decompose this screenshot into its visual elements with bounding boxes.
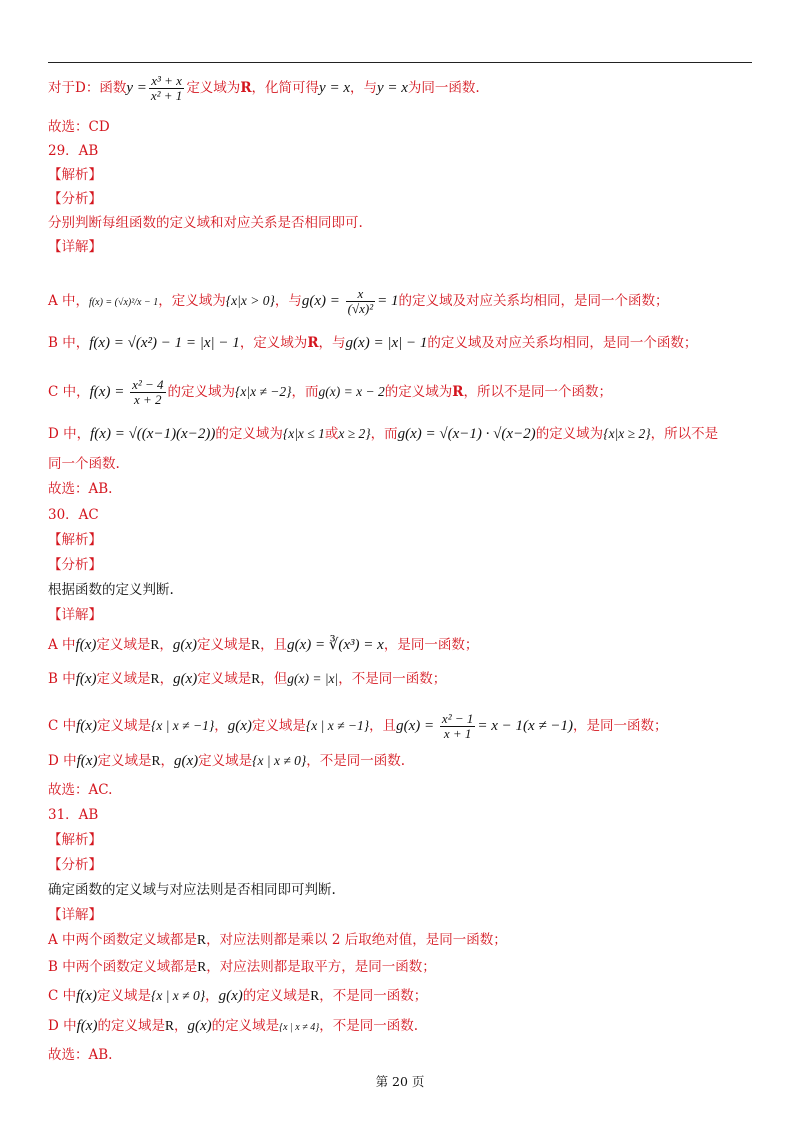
fenxi-label: 【分析】 [48,191,102,207]
q30-a-line: A 中f(x)定义域是R，g(x)定义域是R，且g(x) = ∛(x³) = x，是同一函数； [48,637,479,653]
text: 为同一函数. [407,80,480,96]
answer-30: 故选：AC. [48,782,113,798]
math-R: R [240,80,252,96]
question-29-title: 29．AB [48,143,99,159]
xiangjie-label-30: 【详解】 [48,607,102,623]
q31-a-line: A 中两个函数定义域都是R，对应法则都是乘以 2 后取绝对值，是同一函数； [48,932,507,948]
q30-c-line: C 中f(x)定义域是{x | x ≠ −1}，g(x)定义域是{x | x ≠ −1}，且g(x) = $\frac{\text{x² − 1}}{x + 1}$ = x − 1(x ≠ −1)，是同一函数； [48,711,668,741]
jiexi-label-30: 【解析】 [48,532,102,548]
q29-d-line2: 同一个函数. [48,456,120,472]
q29-a-line: A 中，f(x) = (√x)²/x − 1，定义域为{x|x > 0}，与g(x) = $\frac{x}{\text{(√x)²}}$ = 1的定义域及对应关系均相同，是同一个函数； [48,286,669,316]
q29-d-line: D 中，f(x) = √((x−1)(x−2))的定义域为{x|x ≤ 1或x ≥ 2}，而g(x) = √(x−1) · √(x−2)的定义域为{x|x ≥ 2}，所以不是 [48,426,719,442]
answer-31: 故选：AB. [48,1047,113,1063]
answer-29: 故选：AB. [48,481,113,497]
text: 定义域为 [186,80,241,96]
text: ，与 [349,80,377,96]
jiexi-label: 【解析】 [48,167,102,183]
q31-b-line: B 中两个函数定义域都是R，对应法则都是取平方，是同一函数； [48,959,436,975]
xiangjie-label-31: 【详解】 [48,907,102,923]
q30-b-line: B 中f(x)定义域是R，g(x)定义域是R，但g(x) = |x|，不是同一函数； [48,671,447,687]
question-31-title: 31．AB [48,807,99,823]
xiangjie-label: 【详解】 [48,239,102,255]
q29-analysis: 分别判断每组函数的定义域和对应关系是否相同即可. [48,215,363,231]
math: y = [126,80,147,96]
q29-b-line: B 中，f(x) = √(x²) − 1 = |x| − 1，定义域为R，与g(x) = |x| − 1的定义域及对应关系均相同，是同一个函数； [48,335,698,351]
q31-c-line: C 中f(x)定义域是{x | x ≠ 0}，g(x)的定义域是R，不是同一函数； [48,988,428,1004]
q28-d-line [48,74,480,103]
q30-d-line: D 中f(x)定义域是R，g(x)定义域是{x | x ≠ 0}，不是同一函数. [48,753,406,769]
text: 对于D：函数 [48,80,127,96]
math: y = x [376,80,408,96]
fenxi-label-31: 【分析】 [48,857,102,873]
question-30-title: 30．AC [48,507,99,523]
header-rule [48,62,752,63]
math: y = x [319,80,350,96]
answer-28: 故选：CD [48,119,110,135]
fenxi-label-30: 【分析】 [48,557,102,573]
q30-analysis: 根据函数的定义判断. [48,582,174,598]
fraction: $\frac{\text{x³ + x}}{\text{x² + 1}}$ [150,73,183,103]
q31-d-line: D 中f(x)的定义域是R，g(x)的定义域是{x | x ≠ 4}，不是同一函数. [48,1018,419,1034]
text: ，化简可得 [251,80,320,96]
jiexi-label-31: 【解析】 [48,832,102,848]
q29-c-line: C 中，f(x) = $\frac{\text{x² − 4}}{x + 2}$ 的定义域为{x|x ≠ −2}，而g(x) = x − 2的定义域为R，所以不是同一个函数； [48,377,612,407]
page-number: 第 20 页 [375,1074,425,1089]
q31-analysis: 确定函数的定义域与对应法则是否相同即可判断. [48,882,336,898]
